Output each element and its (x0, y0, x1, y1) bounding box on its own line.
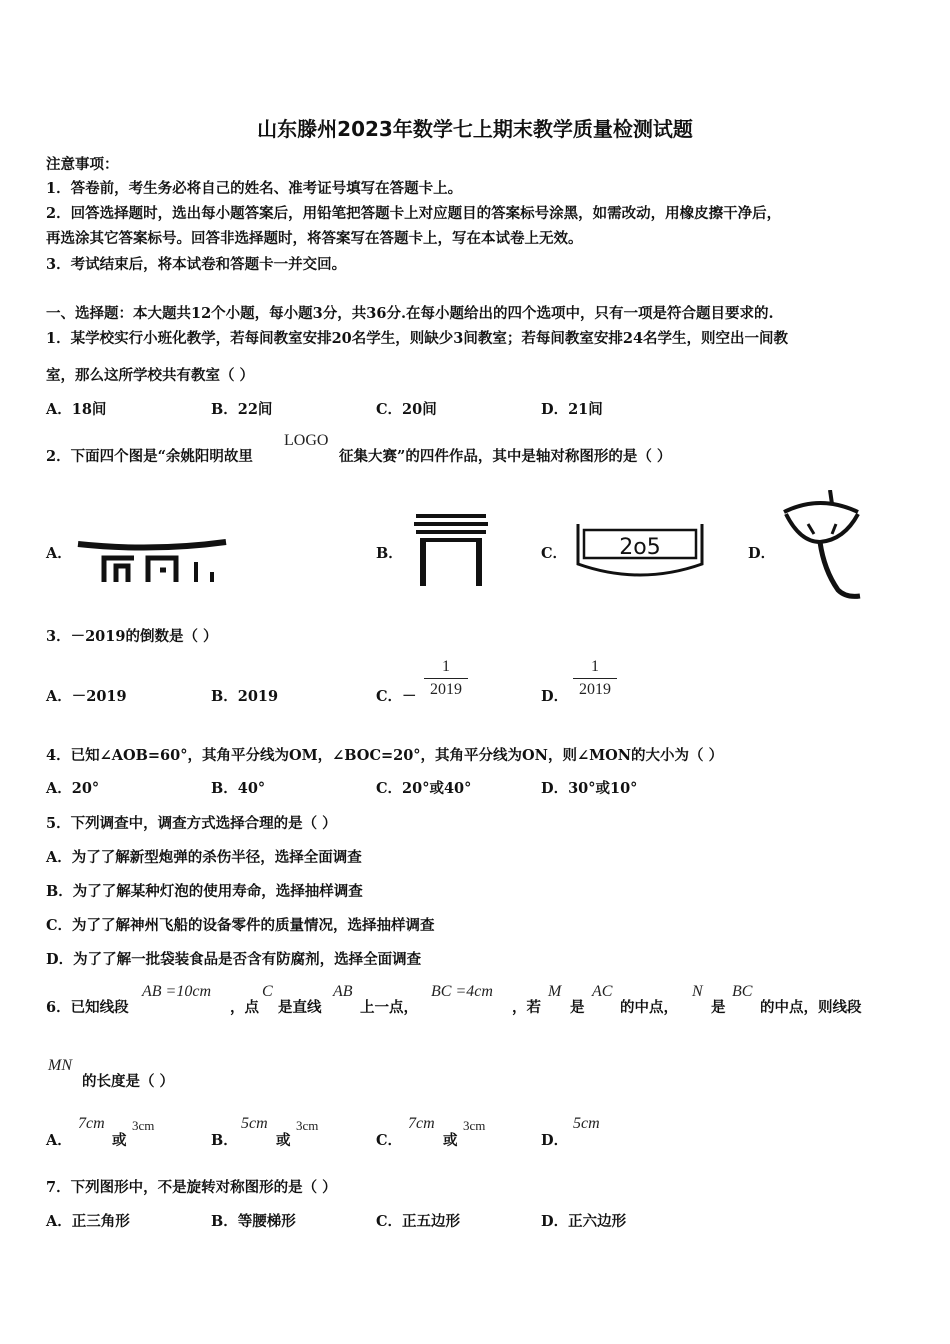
notice-line: 2．回答选择题时，选出每小题答案后，用铅笔把答题卡上对应题目的答案标号涂黑，如需改动，用橡皮擦干净后， (46, 205, 782, 222)
q6-stem: ，点 (230, 999, 259, 1016)
q6-stem: 6．已知线段 (46, 999, 129, 1016)
q2-figure-c-text: 2o5 (619, 535, 661, 560)
q4-option-c: C．20°或40° (376, 780, 472, 797)
q2-label-d: D． (748, 545, 776, 562)
q6-stem: 的中点， (620, 999, 678, 1016)
q3-option-a: A．－2019 (46, 688, 127, 705)
q4-option-b: B．40° (211, 780, 266, 797)
q6-option-b-value: 5cm (241, 1115, 268, 1132)
q7-stem: 7．下列图形中，不是旋转对称图形的是（ ） (46, 1179, 337, 1196)
q5-option-a: A．为了了解新型炮弹的杀伤半径，选择全面调查 (46, 849, 362, 866)
q6-option-b-alt: 3cm (296, 1118, 319, 1133)
q3-option-d: D． (541, 688, 569, 705)
q1-option-d: D．21间 (541, 401, 603, 418)
q6-math: MN (48, 1057, 72, 1074)
q1-stem: 1．某学校实行小班化教学，若每间教室安排20名学生，则缺少3间教室；若每间教室安排24名学生，则空出一间教 (46, 330, 789, 347)
q2-figure-c (572, 514, 708, 582)
q4-option-a: A．20° (46, 780, 100, 797)
q3-fraction-c (424, 658, 468, 699)
notice-heading: 注意事项： (46, 156, 119, 173)
q6-stem: 是直线 (278, 999, 322, 1016)
q6-option-a-value: 7cm (78, 1115, 105, 1132)
page-title: 山东滕州2023年数学七上期末教学质量检测试题 (257, 117, 693, 141)
q7-option-d: D．正六边形 (541, 1213, 627, 1230)
q2-stem: 征集大赛”的四件作品，其中是轴对称图形的是（ ） (339, 448, 672, 465)
q2-label-b: B． (376, 545, 403, 562)
q5-stem: 5．下列调查中，调查方式选择合理的是（ ） (46, 815, 337, 832)
q4-option-d: D．30°或10° (541, 780, 638, 797)
q6-option-d-value: 5cm (573, 1115, 600, 1132)
q6-stem: 是 (711, 999, 726, 1016)
q6-math: AB =10cm (142, 983, 211, 1000)
q6-math: AB (333, 983, 353, 1000)
q5-option-b: B．为了了解某种灯泡的使用寿命，选择抽样调查 (46, 883, 363, 900)
q5-option-c: C．为了了解神州飞船的设备零件的质量情况，选择抽样调查 (46, 917, 435, 934)
section-heading: 一、选择题：本大题共12个小题，每小题3分，共36分.在每小题给出的四个选项中，只有一项是符合题目要求的. (46, 305, 774, 322)
q6-label-b: B． (211, 1132, 238, 1149)
q6-label-d: D． (541, 1132, 569, 1149)
q6-or: 或 (112, 1132, 127, 1149)
q6-or: 或 (443, 1132, 458, 1149)
q6-label-c: C． (376, 1132, 403, 1149)
q2-figure-d (780, 490, 864, 602)
q7-option-b: B．等腰梯形 (211, 1213, 296, 1230)
q3-fraction-d (573, 658, 617, 699)
q3-option-b: B．2019 (211, 688, 279, 705)
q3-fraction-c-denominator: 2019 (430, 681, 462, 698)
q6-math: BC (732, 983, 753, 1000)
q3-option-c: C．－ (376, 688, 417, 705)
q3-fraction-d-numerator: 1 (591, 658, 599, 675)
q3-fraction-d-denominator: 2019 (579, 681, 611, 698)
q6-math: C (262, 983, 273, 1000)
q6-stem: 是 (570, 999, 585, 1016)
q1-option-a: A．18间 (46, 401, 107, 418)
q2-logo: LOGO (284, 432, 329, 449)
q6-math: AC (592, 983, 613, 1000)
q1-option-b: B．22间 (211, 401, 273, 418)
q6-option-c-value: 7cm (408, 1115, 435, 1132)
q3-fraction-c-numerator: 1 (442, 658, 450, 675)
q5-option-d: D．为了了解一批袋装食品是否含有防腐剂，选择全面调查 (46, 951, 422, 968)
q6-label-a: A． (46, 1132, 72, 1149)
q6-stem: 的长度是（ ） (82, 1073, 175, 1090)
q6-stem: 上一点， (360, 999, 418, 1016)
q4-stem: 4．已知∠AOB=60°，其角平分线为OM，∠BOC=20°，其角平分线为ON，则∠MON的大小为（ ） (46, 747, 724, 764)
q2-label-c: C． (541, 545, 568, 562)
notice-line: 再选涂其它答案标号。回答非选择题时，将答案写在答题卡上，写在本试卷上无效。 (46, 230, 583, 247)
q3-stem: 3．－2019的倒数是（ ） (46, 628, 218, 645)
q6-or: 或 (276, 1132, 291, 1149)
q7-option-c: C．正五边形 (376, 1213, 461, 1230)
q1-stem: 室，那么这所学校共有教室（ ） (46, 367, 255, 384)
q6-option-a-alt: 3cm (132, 1118, 155, 1133)
q2-figure-a (76, 538, 228, 588)
q7-option-a: A．正三角形 (46, 1213, 130, 1230)
q2-figure-b (412, 508, 490, 588)
q6-stem: ，若 (512, 999, 541, 1016)
q6-math: M (548, 983, 562, 1000)
q6-math: N (692, 983, 703, 1000)
notice-line: 1．答卷前，考生务必将自己的姓名、准考证号填写在答题卡上。 (46, 180, 463, 197)
q6-math: BC =4cm (431, 983, 493, 1000)
q6-option-c-alt: 3cm (463, 1118, 486, 1133)
q2-stem: 2．下面四个图是“余姚阳明故里 (46, 448, 253, 465)
q1-option-c: C．20间 (376, 401, 437, 418)
notice-line: 3．考试结束后，将本试卷和答题卡一并交回。 (46, 256, 347, 273)
q6-stem: 的中点，则线段 (760, 999, 862, 1016)
q2-label-a: A． (46, 545, 72, 562)
